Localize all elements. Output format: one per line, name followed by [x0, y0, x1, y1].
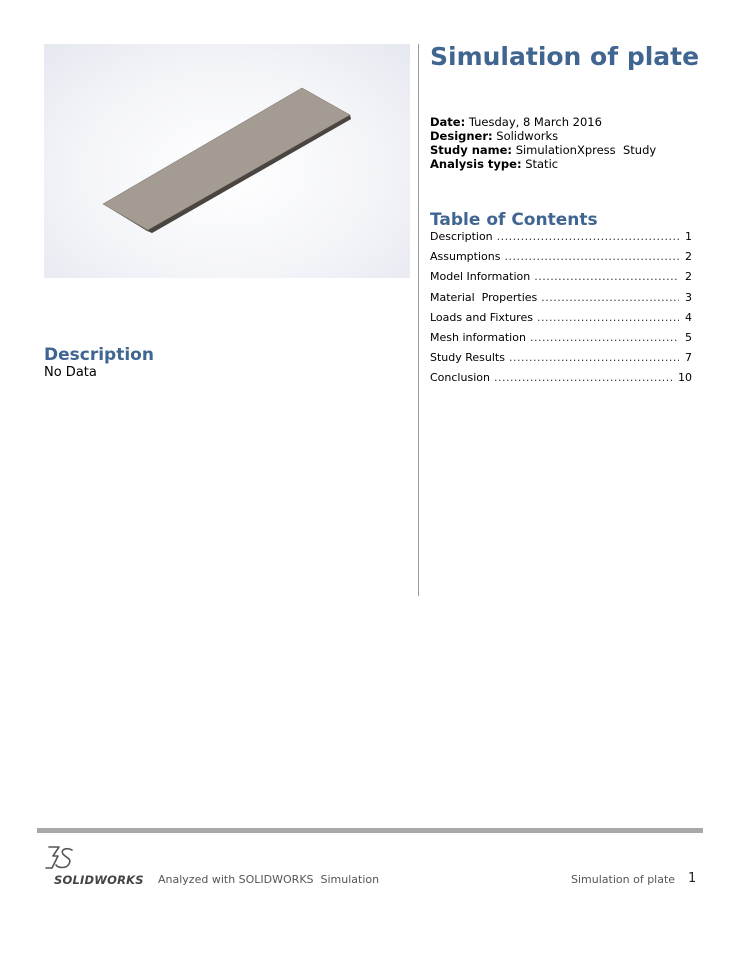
solidworks-logo-icon	[44, 844, 78, 872]
description-body: No Data	[44, 365, 97, 380]
footer-page-number: 1	[688, 871, 697, 886]
meta-study	[430, 143, 656, 157]
meta-date	[430, 115, 656, 129]
meta-designer-value: Solidworks	[496, 129, 559, 143]
toc-item-assumptions[interactable]	[430, 250, 692, 270]
meta-analysis-value: Static	[525, 157, 559, 171]
toc-item-label: Description	[430, 230, 493, 243]
toc-item-page: 5	[685, 330, 692, 344]
toc-item-page: 4	[685, 310, 692, 324]
toc-item-loads-and-fixtures[interactable]	[430, 311, 692, 331]
meta-study-value: SimulationXpress Study	[515, 143, 657, 157]
toc-item-description[interactable]	[430, 230, 692, 250]
meta-designer	[430, 129, 656, 143]
toc-item-page: 2	[685, 250, 692, 264]
toc-item-label: Conclusion	[430, 371, 490, 385]
solidworks-logo	[44, 844, 144, 888]
meta-date-value: Tuesday, 8 March 2016	[468, 115, 602, 129]
toc-item-page: 1	[685, 230, 692, 243]
footer-rule	[37, 828, 703, 833]
toc-leader	[504, 250, 679, 263]
plate-render	[44, 44, 410, 278]
toc-item-label: Assumptions	[430, 250, 501, 264]
toc-item-label: Study Results	[430, 351, 505, 365]
report-title: Simulation of plate	[430, 42, 700, 71]
toc-heading: Table of Contents	[430, 210, 598, 230]
plate-top-face	[103, 88, 350, 230]
toc-item-mesh-information[interactable]	[430, 331, 692, 351]
meta-designer-label: Designer:	[430, 129, 493, 143]
toc-leader	[537, 311, 679, 324]
toc-leader	[530, 331, 679, 344]
meta-study-label: Study name:	[430, 143, 513, 157]
solidworks-logo-text: SOLIDWORKS	[54, 873, 144, 887]
table-of-contents	[430, 230, 692, 392]
toc-item-page: 7	[685, 351, 692, 365]
toc-item-conclusion[interactable]	[430, 371, 692, 391]
toc-leader	[509, 351, 679, 364]
toc-item-label: Model Information	[430, 270, 531, 284]
toc-leader	[497, 230, 679, 243]
toc-leader	[534, 270, 679, 283]
footer-document-title: Simulation of plate	[571, 873, 676, 886]
meta-analysis-label: Analysis type:	[430, 157, 522, 171]
toc-item-model-information[interactable]	[430, 270, 692, 290]
description-heading: Description	[44, 345, 154, 365]
toc-leader	[494, 371, 675, 384]
toc-item-page: 10	[678, 371, 692, 385]
toc-item-label: Loads and Fixtures	[430, 310, 533, 324]
footer-analyzed-text: Analyzed with SOLIDWORKS Simulation	[158, 873, 380, 886]
toc-leader	[541, 291, 679, 304]
model-image	[44, 44, 410, 278]
toc-item-page: 3	[685, 290, 692, 304]
meta-date-label: Date:	[430, 115, 466, 129]
toc-item-label: Material Properties	[430, 290, 538, 304]
toc-item-label: Mesh information	[430, 330, 526, 344]
toc-item-study-results[interactable]	[430, 351, 692, 371]
toc-item-material-properties[interactable]	[430, 291, 692, 311]
toc-item-page: 2	[685, 270, 692, 284]
report-meta	[430, 115, 656, 171]
column-divider	[418, 44, 419, 596]
meta-analysis	[430, 157, 656, 171]
